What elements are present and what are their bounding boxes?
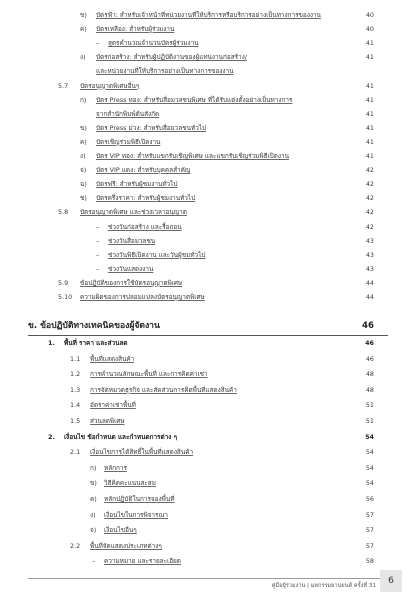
toc-number: 5.7 (58, 81, 69, 90)
toc-page-number: 54 (365, 448, 374, 457)
toc-page-number: 54 (365, 479, 374, 488)
toc-entry-text: หลักการ (104, 463, 127, 472)
toc-page-number: 41 (365, 109, 374, 118)
section-heading (28, 318, 388, 334)
footer-title: คู่มือผู้ร่วมงาน | มหกรรมยานยนต์ ครั้งที่ 31 (271, 583, 376, 589)
toc-page-number: 44 (365, 293, 374, 301)
toc-dash: – (96, 236, 100, 245)
toc-entry-text: บัตรเชิญร่วมพิธีเปิดงาน (96, 137, 161, 146)
toc-row (0, 384, 416, 396)
toc-page-number: 54 (365, 432, 374, 441)
toc-entry-text: ส่วนลดพิเศษ (90, 417, 125, 425)
toc-entry-text: เงื่อนไขในการพิจารณา (104, 510, 168, 519)
toc-row (0, 23, 416, 35)
toc-number: 1.2 (70, 370, 81, 379)
toc-row (0, 192, 416, 204)
toc-dash: – (92, 557, 96, 566)
toc-sub-label: ง) (80, 152, 86, 160)
toc-row (0, 108, 416, 120)
section-heading-page: 46 (362, 321, 374, 331)
toc-page-number: 48 (365, 370, 374, 379)
toc-dash: – (96, 250, 100, 259)
toc-number: 5.9 (58, 278, 69, 287)
toc-sub-label: ฉ) (80, 180, 87, 189)
toc-entry-text: พื้นที่ ราคา และส่วนลด (64, 339, 128, 347)
toc-row (0, 415, 416, 427)
toc-page-number: 44 (365, 278, 374, 287)
toc-row (0, 51, 416, 63)
section-heading-label: ข. ข้อปฏิบัติทางเทคนิคของผู้จัดงาน (28, 321, 160, 331)
toc-number: 2.1 (70, 448, 81, 457)
toc-entry-text: บัตร VIP ทอง: สำหรับแขกรับเชิญพิเศษ และแขกรับเชิญร่วมพิธีเปิดงาน (96, 152, 289, 160)
toc-number: 5.10 (58, 293, 73, 301)
toc-page-number: 48 (365, 385, 374, 394)
toc-page-number: 43 (365, 250, 374, 259)
footer-page-number: 6 (380, 570, 402, 592)
toc-entry-text: บัตรก่อสร้าง: สำหรับผู้ปฏิบัติงานของผู้แทนงานก่อสร้าง/ (96, 53, 247, 62)
toc-row (0, 206, 416, 218)
toc-page-number: 41 (365, 39, 374, 48)
toc-entry-text: ความผิดของการปลอมแปลงบัตรอนุญาตพิเศษ (80, 293, 205, 301)
toc-page-number: 57 (365, 541, 374, 550)
toc-page-number: 57 (365, 510, 374, 519)
toc-page-number: 51 (365, 417, 374, 425)
toc-page-number: 57 (365, 526, 374, 535)
toc-row (0, 221, 416, 233)
toc-row (0, 509, 416, 521)
toc-row (0, 65, 416, 77)
toc-row (0, 263, 416, 275)
toc-sub-label: ข) (90, 479, 97, 488)
toc-entry-text: พื้นที่จัดแสดงประเภทต่างๆ (90, 541, 162, 550)
toc-row (0, 164, 416, 176)
toc-entry-text: การจัดหมวดธุรกิจ และสัดส่วนการคิดพื้นที่แสดงสินค้า (90, 385, 237, 394)
toc-dash: – (96, 39, 100, 48)
toc-row (0, 178, 416, 190)
toc-entry-text: อัตราค่าเช่าพื้นที่ (90, 401, 136, 410)
toc-page-number: 41 (365, 137, 374, 146)
toc-page-number: 46 (365, 339, 374, 347)
toc-sub-label: จ) (90, 526, 97, 535)
toc-page-number: 42 (365, 222, 374, 231)
toc-entry-text: บัตรฟรี: สำหรับผู้ชมงานทั่วไป (96, 180, 178, 189)
toc-entry-text: ช่วงวันแสดงงาน (108, 264, 154, 273)
toc-entry-text: เงื่อนไขการได้สิทธิ์ในพื้นที่แสดงสินค้า (90, 448, 194, 457)
toc-page-number: 58 (365, 557, 374, 566)
toc-entry-text: จากสำนักพิมพ์ต้นสังกัด (96, 109, 160, 118)
toc-sub-label: ง) (80, 53, 86, 62)
toc-row (0, 337, 416, 349)
toc-entry-text: ช่วงวันสื่อมวลชน (108, 236, 156, 245)
toc-page-number: 41 (365, 123, 374, 132)
toc-page-number: 42 (365, 180, 374, 189)
toc-page-number: 56 (365, 495, 374, 503)
toc-entry-text: บัตรเหลือง: สำหรับผู้ร่วมงาน (96, 25, 175, 34)
toc-entry-text: หลักปฏิบัติในการจองพื้นที่ (104, 495, 175, 503)
toc-number: 2.2 (70, 541, 81, 550)
toc-page-number: 41 (365, 95, 374, 104)
toc-row (0, 136, 416, 148)
section-divider (28, 335, 388, 336)
toc-entry-text: และหน่วยงานที่ให้บริการอย่างเป็นทางการของงาน (96, 67, 234, 76)
toc-page-number: 40 (365, 11, 374, 19)
toc-dash: – (96, 264, 100, 273)
toc-entry-text: บัตร Press ม่วง: สำหรับสื่อมวลชนทั่วไป (96, 123, 207, 132)
toc-row (0, 477, 416, 489)
toc-row (0, 277, 416, 289)
toc-page-number: 43 (365, 236, 374, 245)
toc-sub-label: ค) (90, 495, 97, 503)
toc-entry-text: ข้อปฏิบัติของการใช้บัตรอนุญาตพิเศษ (80, 278, 183, 287)
toc-page-number: 51 (365, 401, 374, 410)
toc-entry-text: เงื่อนไข ข้อกำหนด และกำหนดการต่าง ๆ (64, 432, 178, 441)
toc-row (0, 37, 416, 49)
toc-page-number: 41 (365, 81, 374, 90)
toc-entry-text: ความหมาย และรายละเอียด (104, 557, 181, 566)
toc-row (0, 150, 416, 162)
toc-sub-label: จ) (80, 166, 87, 175)
toc-sub-label: ช) (80, 194, 87, 203)
toc-number: 5.8 (58, 208, 69, 217)
toc-row (0, 235, 416, 247)
toc-entry-text: ช่วงวันพิธีเปิดงาน และวันผู้ชมทั่วไป (108, 250, 206, 259)
toc-row (0, 291, 416, 303)
toc-entry-text: เงื่อนไขอื่นๆ (104, 526, 137, 535)
toc-entry-text: บัตร VIP แดง: สำหรับบุคคลสำคัญ (96, 166, 191, 175)
toc-row (0, 80, 416, 92)
toc-entry-text: บัตรฟ้า: สำหรับเจ้าหน้าที่หน่วยงานที่ให้บริการหรือบริการอย่างเป็นทางการของงาน (96, 11, 321, 19)
toc-entry-text: ช่วงวันก่อสร้าง และรื้อถอน (108, 222, 182, 231)
toc-row (0, 353, 416, 365)
toc-entry-text: สูตรคำนวณจำนวนบัตรผู้ร่วมงาน (108, 39, 199, 48)
toc-row (0, 399, 416, 411)
toc-page-number: 54 (365, 463, 374, 472)
toc-sub-label: ค) (80, 137, 87, 146)
toc-row (0, 431, 416, 443)
toc-row (0, 249, 416, 261)
toc-sub-label: ข) (80, 123, 87, 132)
toc-page-number: 42 (365, 194, 374, 203)
toc-page-number: 41 (365, 152, 374, 160)
toc-number: 1.3 (70, 385, 81, 394)
toc-row (0, 493, 416, 505)
toc-number: 2. (48, 432, 55, 441)
toc-row (0, 9, 416, 21)
toc-entry-text: บัตรอนุญาตพิเศษอื่นๆ (80, 81, 140, 90)
toc-sub-label: ก) (80, 95, 87, 104)
toc-sub-label: ก) (90, 463, 97, 472)
toc-page-number: 43 (365, 264, 374, 273)
toc-row (0, 540, 416, 552)
toc-row (0, 94, 416, 106)
toc-number: 1. (48, 339, 55, 347)
toc-row (0, 555, 416, 567)
toc-row (0, 122, 416, 134)
toc-row (0, 368, 416, 380)
toc-page-number: 41 (365, 53, 374, 62)
toc-page-number: 40 (365, 25, 374, 34)
toc-number: 1.1 (70, 354, 81, 363)
toc-row (0, 446, 416, 458)
toc-entry-text: พื้นที่แสดงสินค้า (90, 354, 135, 363)
toc-number: 1.5 (70, 417, 81, 425)
toc-entry-text: บัตรอนุญาตพิเศษ และช่วงเวลาอนุญาต (80, 208, 187, 217)
toc-entry-text: การคำนวณลักษณะพื้นที่ และการคิดค่าเช่า (90, 370, 208, 379)
toc-sub-label: ค) (80, 25, 87, 34)
toc-entry-text: บัตรครึ่งราคา: สำหรับผู้ชมงานทั่วไป (96, 194, 196, 203)
toc-page-number: 42 (365, 166, 374, 175)
toc-page-number: 42 (365, 208, 374, 217)
toc-row (0, 462, 416, 474)
toc-entry-text: บัตร Press ทอง: สำหรับสื่อมวลชนพิเศษ ที่ได้รับแต่งตั้งอย่างเป็นทางการ (96, 95, 293, 104)
toc-number: 1.4 (70, 401, 81, 410)
toc-dash: – (96, 222, 100, 231)
footer-divider (28, 578, 380, 579)
toc-row (0, 524, 416, 536)
toc-page-number: 46 (365, 354, 374, 363)
toc-entry-text: วิธีคิดคะแนนสะสม (104, 479, 156, 488)
toc-sub-label: ข) (80, 11, 87, 19)
toc-sub-label: ง) (90, 510, 96, 519)
